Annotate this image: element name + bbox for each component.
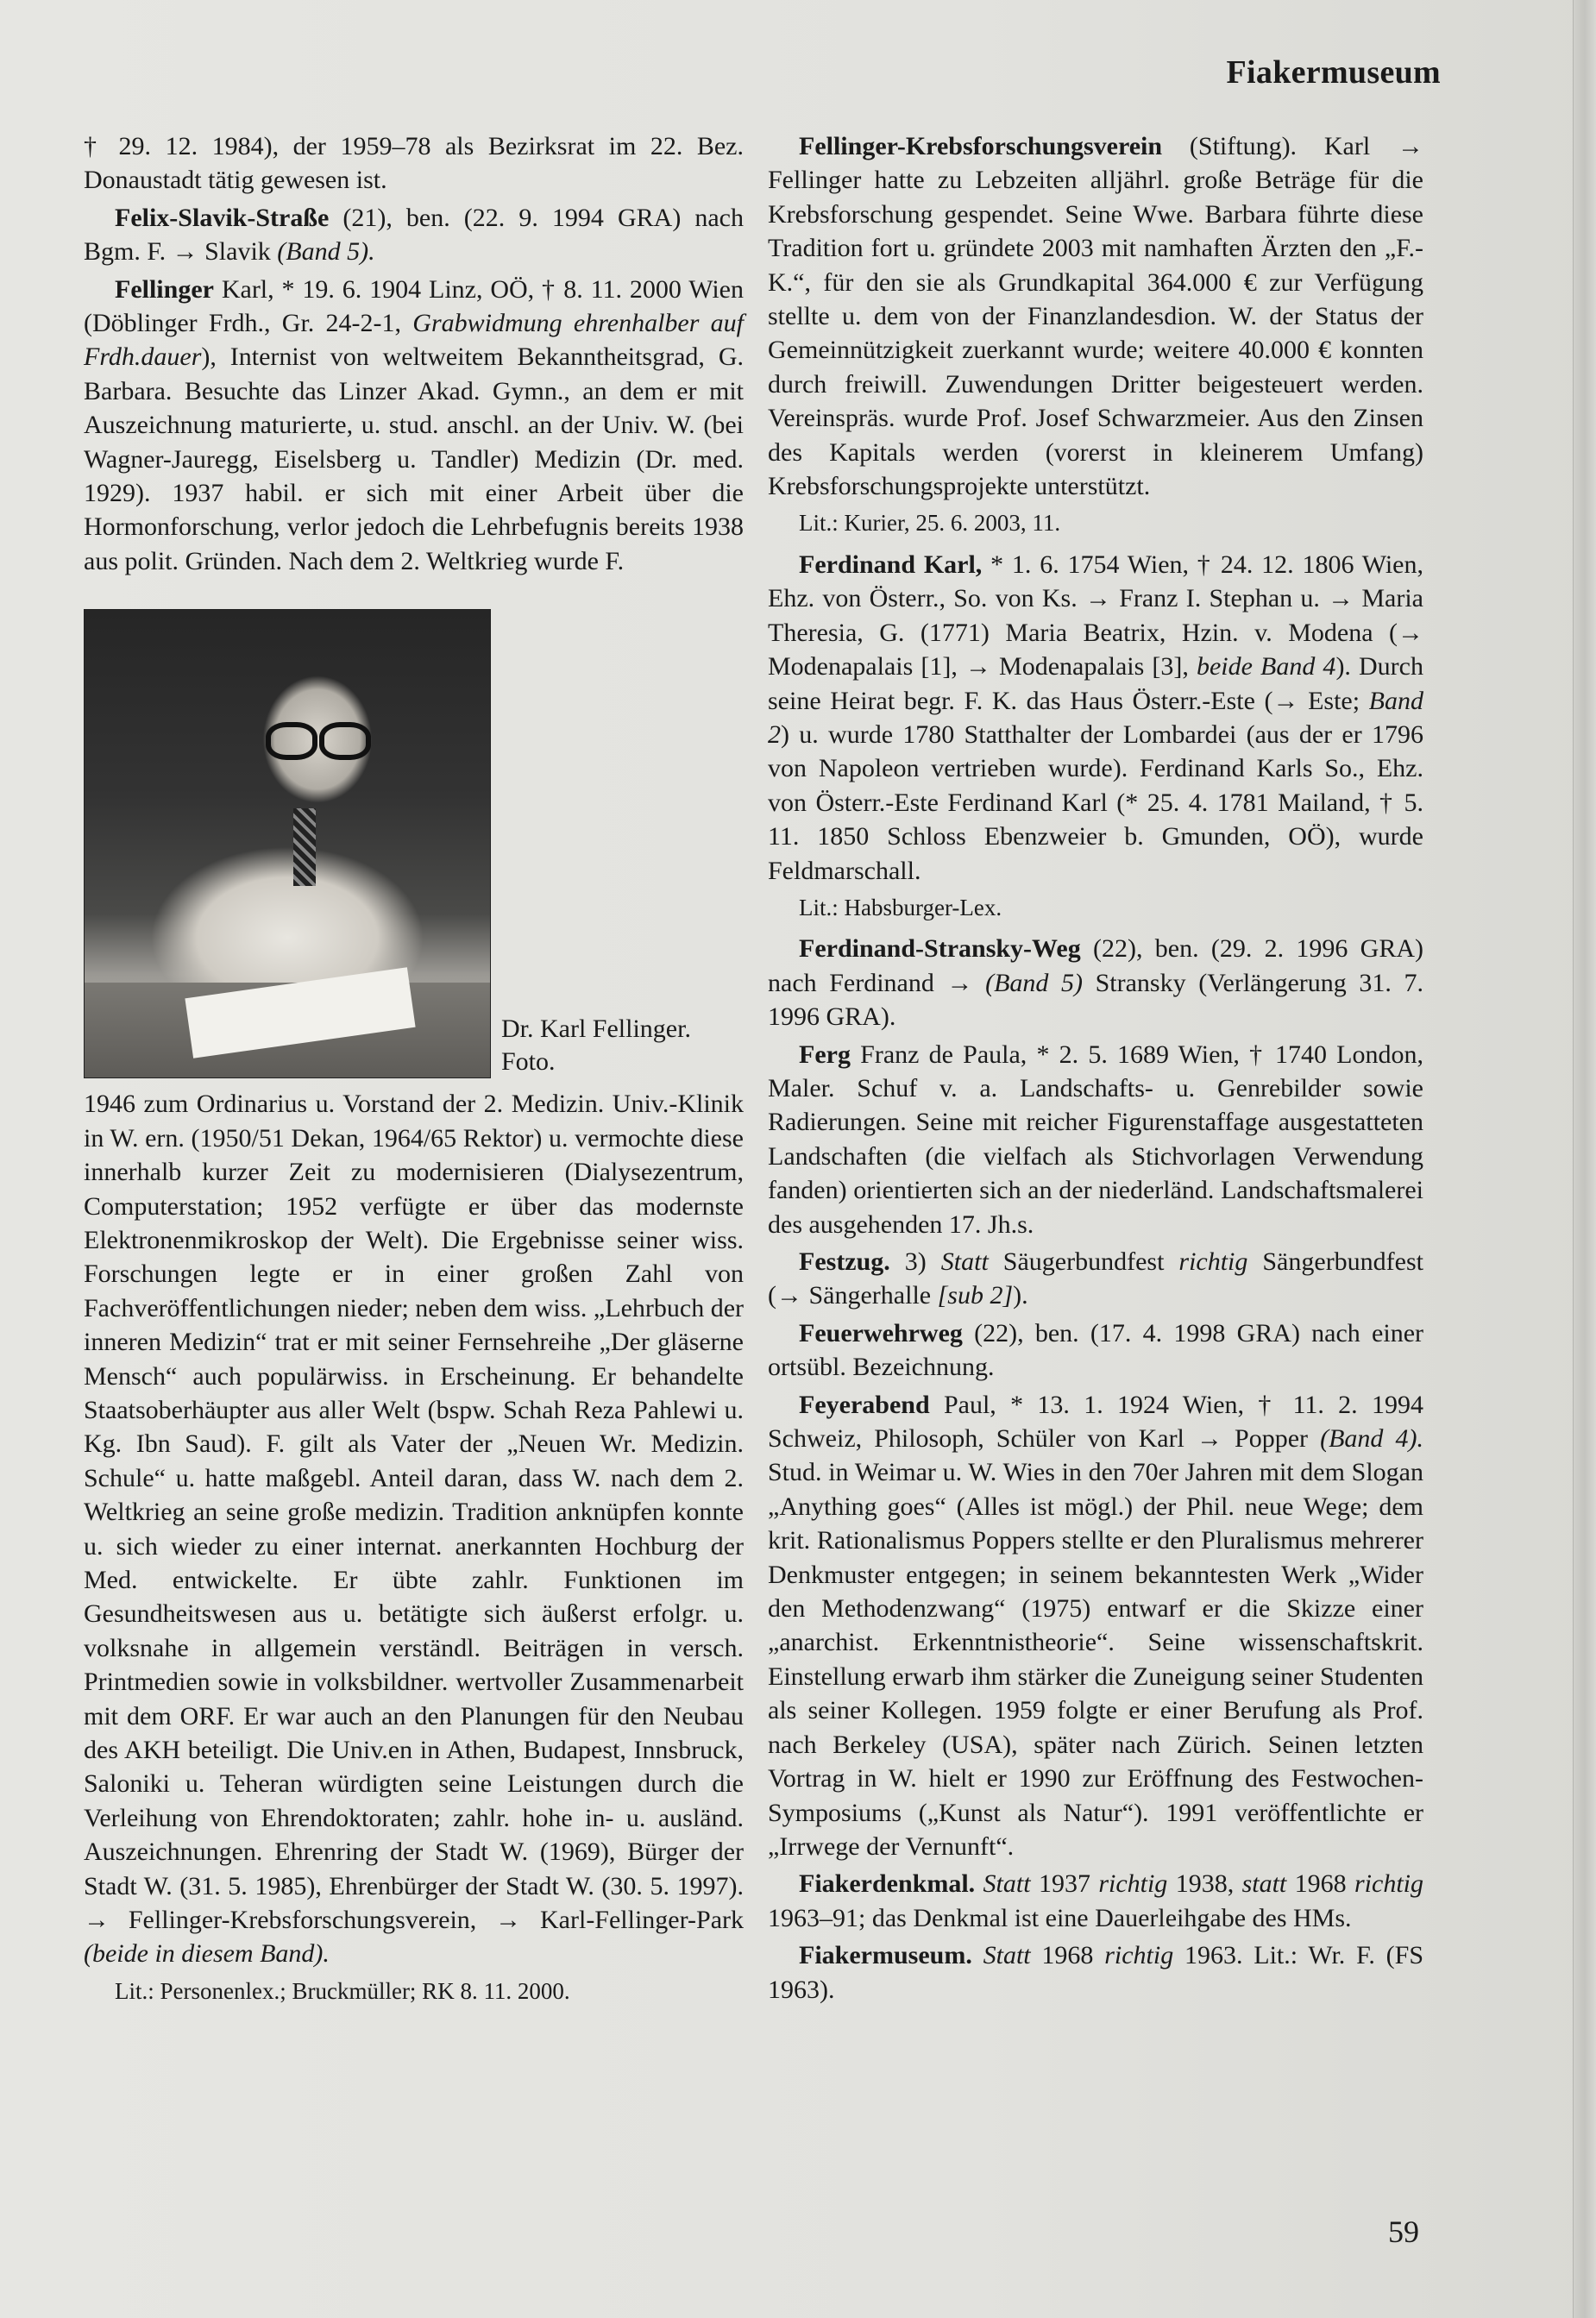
tie-shape	[293, 808, 316, 886]
headword: Festzug.	[799, 1247, 890, 1276]
entry-text: 1968	[1286, 1869, 1354, 1899]
headword: Ferg	[799, 1040, 851, 1069]
entry-italic: statt	[1241, 1869, 1287, 1899]
entry-text: (22), ben. (29. 2. 1996 GRA) nach Ferdinand →	[768, 934, 1423, 997]
entry-text: (Stiftung). Karl → Fellinger hatte zu Lebzeiten alljährl. große Beträge für die Krebsforschung gespendet. Seine Wwe. Barbara führte diese Tradition fort u. gründete 2003 mit namhaften Ärzten den „F.-K.“, für den sie als Grundkapital 364.000 € zur Verfügung stellte u. dem von der Finanzlandesdion. W. der Status der Gemeinnützigkeit zuerkannt wurde; weitere 40.000 € konnten durch freiwill. Zuwendungen Dritter beigesteuert werden. Vereinspräs. wurde Prof. Josef Schwarzmeier. Aus den Zinsen des Kapitals werden (vorerst in kleinerem Umfang) Krebsforschungsprojekte unterstützt.	[768, 132, 1423, 501]
entry-text: Stud. in Weimar u. W. Wies in den 70er Jahren mit dem Slogan „Anything goes“ (Alles ist mögl.) der Phil. neue Wege; dem krit. Rationalismus Poppers stellte er den Pluralismus mehrerer Denkmuster entgegen; in seinem bekanntesten Werk „Wider den Methodenzwang“ (1975) entwarf er die Skizze einer „anarchist. Erkenntnistheorie“. Seine wissenschaftskrit. Einstellung erwarb ihm stärker die Zuneigung seiner Studenten als seiner Kollegen. 1959 folgte er einer Berufung als Prof. nach Berkeley (USA), später nach Zürich. Seinen letzten Vortrag in W. hielt er 1990 zur Eröffnung des Festwochen-Symposiums („Kunst als Natur“). 1991 veröffentlichte er „Irrwege der Vernunft“.	[768, 1458, 1423, 1861]
right-column	[768, 129, 1423, 2010]
headword: Feuerwehrweg	[799, 1318, 963, 1347]
headword: Ferdinand-Stransky-Weg	[799, 934, 1081, 964]
entry-italic: Statt	[940, 1247, 989, 1276]
entry-text: Karl, * 19. 6. 1904 Linz, OÖ, † 8. 11. 2000 Wien (Döblinger Frdh., Gr. 24-2-1,	[84, 274, 744, 338]
headword: Fiakerdenkmal.	[799, 1869, 976, 1899]
entry-feyerabend	[768, 1388, 1423, 1864]
portrait-figure	[84, 609, 744, 1078]
entry-italic: Statt	[975, 1869, 1031, 1899]
literature-reference: Lit.: Personenlex.; Bruckmüller; RK 8. 11. 2000.	[115, 1977, 570, 2004]
headword: Fellinger-Krebsforschungsverein	[799, 132, 1163, 160]
entry-italic: Statt	[971, 1941, 1031, 1970]
entry-text: ) u. wurde 1780 Statthalter der Lombardei (aus der er 1796 von Napoleon vertrieben wurde). Ferdinand Karls So., Ehz. von Österr.-Este Ferdinand Karl (* 25. 4. 1781 Mailand, † 5. 11. 1850 Schloss Ebenzweier b. Gmunden, OÖ), wurde Feldmarschall.	[768, 719, 1423, 885]
entry-fiakermuseum	[768, 1938, 1423, 2007]
entry-text: Stransky (Verlängerung 31. 7. 1996 GRA).	[768, 968, 1423, 1032]
entry-text: Sängerbundfest (→ Sängerhalle	[768, 1247, 1423, 1310]
entry-text: Säugerbundfest	[988, 1247, 1179, 1276]
entry-felix-slavik-strasse	[84, 201, 744, 269]
photo-caption: Dr. Karl Fellinger. Foto.	[501, 1015, 691, 1077]
cross-ref: beide Band 4	[1196, 652, 1336, 682]
entry-text: (22), ben. (17. 4. 1998 GRA) nach einer ortsübl. Bezeichnung.	[768, 1318, 1423, 1382]
entry-text: 1937	[1030, 1869, 1099, 1899]
entry-ferdinand-karl	[768, 548, 1423, 888]
entry-fellinger	[84, 273, 744, 579]
entry-text: ), Internist von weltweitem Bekanntheitsgrad, G. Barbara. Besuchte das Linzer Akad. Gymn., an dem er mit Auszeichnung maturierte, u. stud. anschl. an der Univ. W. (bei Wagner-Jauregg, Eiselsberg u. Tandler) Medizin (Dr. med. 1929). 1937 habil. er sich mit einer Arbeit über die Hormonforschung, verlor jedoch die Lehrbefugnis bereits 1938 aus polit. Gründen. Nach dem 2. Weltkrieg wurde F.	[84, 342, 744, 575]
running-head: Fiakermuseum	[1226, 54, 1441, 91]
entry-text: 1963. Lit.: Wr. F. (FS 1963).	[768, 1941, 1423, 2004]
entry-text: * 1. 6. 1754 Wien, † 24. 12. 1806 Wien, Ehz. von Österr., So. von Ks. → Franz I. Stephan u. → Maria Theresia, G. (1771) Maria Beatrix, Hzin. v. Modena (→ Modenapalais [1], → Modenapalais [3],	[768, 550, 1423, 682]
literature-reference: Lit.: Habsburger-Lex.	[799, 894, 1002, 920]
cross-ref: (Band 5)	[985, 968, 1083, 997]
entry-fellinger-krebsforschungsverein	[768, 129, 1423, 503]
page-edge	[1573, 0, 1596, 2318]
headword: Feyerabend	[799, 1390, 930, 1419]
cross-ref: (Band 4).	[1320, 1424, 1423, 1454]
entry-feuerwehrweg	[768, 1316, 1423, 1385]
literature-reference: Lit.: Kurier, 25. 6. 2003, 11.	[799, 510, 1061, 537]
portrait-photo	[84, 609, 491, 1078]
entry-fellinger-continued	[84, 1087, 744, 1971]
entry-text: 1963–91; das Denkmal ist eine Dauerleihgabe des HMs.	[768, 1903, 1352, 1932]
entry-text: ).	[1013, 1281, 1028, 1310]
entry-italic: richtig	[1178, 1247, 1248, 1276]
entry-fiakerdenkmal	[768, 1867, 1423, 1935]
entry-text: ). Durch seine Heirat begr. F. K. das Haus Österr.-Este (→ Este;	[768, 652, 1423, 715]
headword: Felix-Slavik-Straße	[115, 203, 330, 232]
glasses-shape	[266, 722, 369, 751]
entry-text: 1968	[1030, 1941, 1105, 1970]
entry-text: 1938,	[1167, 1869, 1242, 1899]
entry-festzug	[768, 1245, 1423, 1313]
entry-italic: richtig	[1354, 1869, 1423, 1899]
headword: Ferdinand Karl,	[799, 550, 983, 579]
entry-ferdinand-stransky-weg	[768, 932, 1423, 1033]
entry-italic: richtig	[1104, 1941, 1174, 1970]
entry-text: 3)	[889, 1247, 941, 1276]
headword: Fellinger	[115, 274, 214, 304]
entry-italic: richtig	[1098, 1869, 1168, 1899]
headword: Fiakermuseum.	[799, 1941, 972, 1970]
cross-ref: Band 2	[768, 686, 1423, 749]
entry-text: 1946 zum Ordinarius u. Vorstand der 2. Medizin. Univ.-Klinik in W. ern. (1950/51 Dekan, 1964/65 Rektor) u. vermochte diese innerhalb kurzer Zeit zu modernisieren (Dialysezentrum, Computerstation; 1952 verfügte er über das modernste Elektronenmikroskop der Welt). Die Ergebnisse seiner wiss. Forschungen legte er in einer großen Zahl von Fachveröffentlichungen nieder; neben dem wiss. „Lehrbuch der inneren Medizin“ trat er mit seiner Fernsehreihe „Der gläserne Mensch“ auch populärwiss. in Erscheinung. Er behandelte Staatsoberhäupter aus aller Welt (bspw. Schah Reza Pahlewi u. Kg. Ibn Saud). F. gilt als Vater der „Neuen Wr. Medizin. Schule“ u. hatte maßgebl. Anteil daran, dass W. nach dem 2. Weltkrieg an seine große medizin. Tradition anknüpfen konnte u. sich wieder zu einer internat. anerkannten Hochburg der Med. entwickelte. Er übte zahlr. Funktionen im Gesundheitswesen aus u. betätigte sich äußerst erfolgr. u. volksnahe in allgemein verständl. Beiträgen in versch. Printmedien sowie in volksbildner. wertvoller Zusammenarbeit mit dem ORF. Er war auch an den Planungen für den Neubau des AKH beteiligt. Die Univ.en in Athen, Budapest, Innsbruck, Saloniki u. Teheran würdigten seine Leistungen durch die Verleihung von Ehrendoktoraten; zahlr. hohe in- u. ausländ. Auszeichnungen. Ehrenring der Stadt W. (1969), Bürger der Stadt W. (31. 5. 1985), Ehrenbürger der Stadt W. (30. 5. 1997). → Fellinger-Krebsforschungsverein, → Karl-Fellinger-Park	[84, 1090, 744, 1935]
cross-ref: [sub 2]	[937, 1281, 1014, 1310]
entry-text: Paul, * 13. 1. 1924 Wien, † 11. 2. 1994 Schweiz, Philosoph, Schüler von Karl → Popper	[768, 1390, 1423, 1454]
entry-continuation: † 29. 12. 1984), der 1959–78 als Bezirksrat im 22. Bez. Donaustadt tätig gewesen ist.	[84, 132, 744, 195]
entry-italic: Grabwidmung ehrenhalber auf Frdh.dauer	[84, 309, 744, 372]
entry-text: (21), ben. (22. 9. 1994 GRA) nach Bgm. F. → Slavik	[84, 203, 744, 267]
page-number: 59	[1388, 2214, 1419, 2249]
left-column	[84, 129, 744, 2015]
entry-ferg	[768, 1038, 1423, 1241]
entry-text: Franz de Paula, * 2. 5. 1689 Wien, † 1740 London, Maler. Schuf v. a. Landschafts- u. Genrebilder sowie Radierungen. Seine mit reicher Figurenstaffage ausgestatteten Landschaften (die vielfach als Stichvorlagen Verwendung fanden) orientierten sich an der niederländ. Landschaftsmalerei des ausgehenden 17. Jh.s.	[768, 1040, 1423, 1239]
cross-ref: (Band 5).	[277, 237, 375, 267]
cross-ref: (beide in diesem Band).	[84, 1939, 330, 1969]
